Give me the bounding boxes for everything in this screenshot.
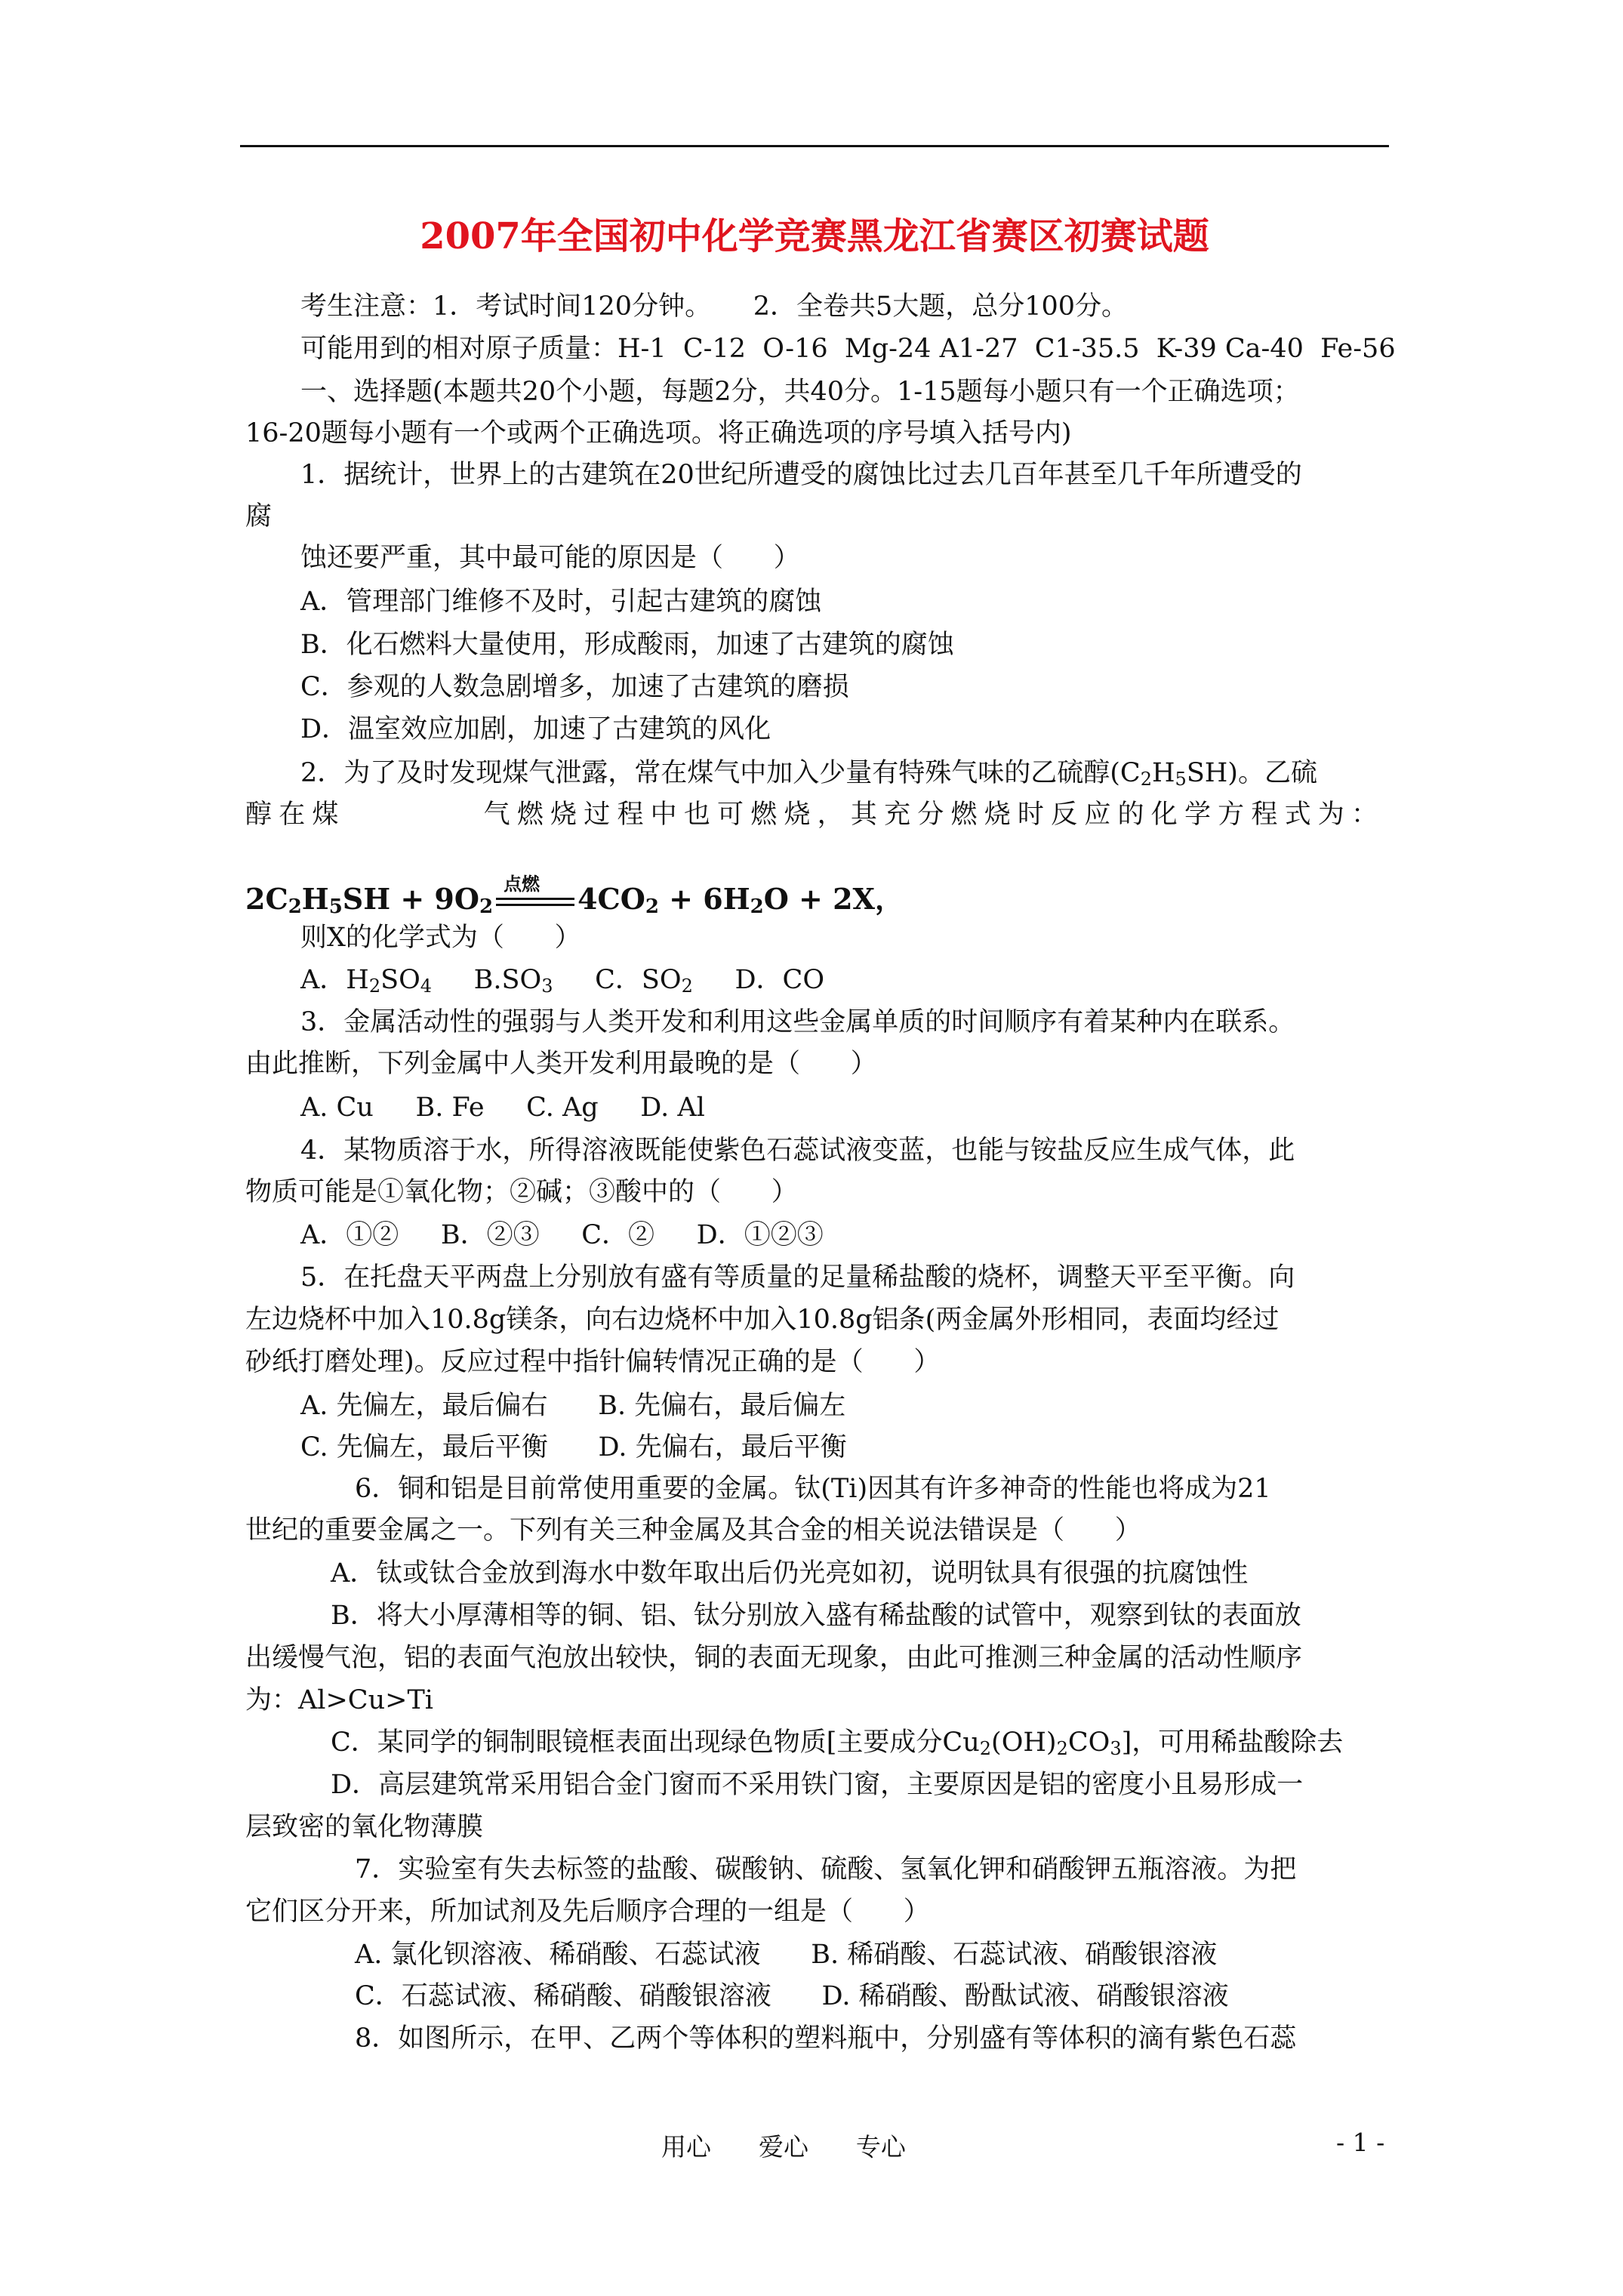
q7-stem-line1: 7．实验室有失去标签的盐酸、碳酸钠、硫酸、氢氧化钾和硝酸钾五瓶溶液。为把	[355, 1854, 1297, 1885]
q5-stem-line1: 5．在托盘天平两盘上分别放有盛有等质量的足量稀盐酸的烧杯，调整天平至平衡。向	[300, 1262, 1295, 1293]
q5-stem-line2: 左边烧杯中加入10.8g镁条，向右边烧杯中加入10.8g铝条(两金属外形相同，表面均经过	[245, 1305, 1280, 1335]
q1-option-d: D．温室效应加剧，加速了古建筑的风化	[300, 714, 771, 744]
q2-stem-line2: 醇在煤 气燃烧过程中也可燃烧，其充分燃烧时反应的化学方程式为：	[245, 800, 1378, 830]
chemical-equation: $2C_2H_5SH + 9O_2$ 点燃 $4CO_2 + 6H_2O + 2X$，	[245, 876, 904, 917]
page-title: 2007年全国初中化学竞赛黑龙江省赛区初赛试题	[420, 215, 1209, 257]
q6-option-a: A．钛或钛合金放到海水中数年取出后仍光亮如初，说明钛具有很强的抗腐蚀性	[331, 1558, 1249, 1589]
q1-option-b: B．化石燃料大量使用，形成酸雨，加速了古建筑的腐蚀	[300, 630, 954, 660]
q6-option-c: C．某同学的铜制眼镜框表面出现绿色物质[主要成分$Cu_2(OH)_2CO_3$]，可用稀盐酸除去	[331, 1727, 1344, 1759]
q6-option-b-line1: B．将大小厚薄相等的铜、铝、钛分别放入盛有稀盐酸的试管中，观察到钛的表面放	[331, 1601, 1301, 1631]
q6-stem-line1: 6．铜和铝是目前常使用重要的金属。钛(Ti)因其有许多神奇的性能也将成为21	[355, 1474, 1271, 1504]
q5-options-cd: C. 先偏左，最后平衡 D. 先偏右，最后平衡	[300, 1432, 847, 1462]
q2-stem-line1: 2．为了及时发现煤气泄露，常在煤气中加入少量有特殊气味的乙硫醇$(C_2H_5SH)$。乙硫	[300, 758, 1317, 790]
q6-option-d-line1: D．高层建筑常采用铝合金门窗而不采用铁门窗，主要原因是铝的密度小且易形成一	[331, 1770, 1304, 1800]
q7-stem-line2: 它们区分开来，所加试剂及先后顺序合理的一组是（ ）	[245, 1897, 930, 1927]
q3-stem-line2: 由此推断，下列金属中人类开发利用最晚的是（ ）	[245, 1049, 877, 1079]
q5-options-ab: A. 先偏左，最后偏右 B. 先偏右，最后偏左	[300, 1391, 846, 1421]
q1-option-a: A．管理部门维修不及时，引起古建筑的腐蚀	[300, 587, 822, 617]
q1-stem-line1: 1．据统计，世界上的古建筑在20世纪所遭受的腐蚀比过去几百年甚至几千年所遭受的	[300, 460, 1302, 490]
reaction-arrow	[493, 872, 577, 917]
q1-option-c: C．参观的人数急剧增多，加速了古建筑的磨损	[300, 672, 849, 702]
section-heading-line2: 16-20题每小题有一个或两个正确选项。将正确选项的序号填入括号内)	[245, 418, 1072, 448]
q6-option-b-line3: 为：Al>Cu>Ti	[245, 1685, 433, 1715]
q8-stem-line1: 8．如图所示，在甲、乙两个等体积的塑料瓶中，分别盛有等体积的滴有紫色石蕊	[355, 2023, 1297, 2054]
q6-option-d-line2: 层致密的氧化物薄膜	[245, 1812, 484, 1842]
q6-option-b-line2: 出缓慢气泡，铝的表面气泡放出较快，铜的表面无现象，由此可推测三种金属的活动性顺序	[245, 1643, 1303, 1673]
q2-ask: 则X的化学式为（ ）	[300, 923, 581, 953]
exam-notice: 考生注意：1．考试时间120分钟。 2．全卷共5大题，总分100分。	[300, 291, 1129, 322]
q3-options: A. Cu B. Fe C. Ag D. Al	[300, 1093, 705, 1123]
q3-stem-line1: 3．金属活动性的强弱与人类开发和利用这些金属单质的时间顺序有着某种内在联系。	[300, 1007, 1295, 1037]
atomic-masses: 可能用到的相对原子质量：H-1 C-12 O-16 Mg-24 A1-27 C1-35.5 K-39 Ca-40 Fe-56	[300, 334, 1396, 364]
q1-stem-line3: 蚀还要严重，其中最可能的原因是（ ）	[300, 543, 800, 573]
q4-stem-line2: 物质可能是①氧化物；②碱；③酸中的（ ）	[245, 1177, 798, 1207]
q7-options-ab: A. 氯化钡溶液、稀硝酸、石蕊试液 B. 稀硝酸、石蕊试液、硝酸银溶液	[355, 1940, 1218, 1970]
section-heading-line1: 一、选择题(本题共20个小题，每题2分，共40分。1-15题每小题只有一个正确选项；	[300, 377, 1300, 407]
q5-stem-line3: 砂纸打磨处理)。反应过程中指针偏转情况正确的是（ ）	[245, 1347, 941, 1377]
q4-options: A．①② B．②③ C．② D．①②③	[300, 1220, 824, 1250]
q7-options-cd: C．石蕊试液、稀硝酸、硝酸银溶液 D. 稀硝酸、酚酞试液、硝酸银溶液	[355, 1981, 1229, 2011]
q1-stem-line2: 腐	[245, 501, 273, 532]
page-number: - 1 -	[1336, 2128, 1385, 2157]
reaction-condition: 点燃	[504, 872, 540, 895]
q6-stem-line2: 世纪的重要金属之一。下列有关三种金属及其合金的相关说法错误是（ ）	[245, 1515, 1141, 1546]
header-rule	[240, 145, 1389, 147]
q2-options: A．$H_2SO_4$ $B.SO_3$ C．$SO_2$ D．CO	[300, 965, 825, 997]
q4-stem-line1: 4．某物质溶于水，所得溶液既能使紫色石蕊试液变蓝，也能与铵盐反应生成气体，此	[300, 1136, 1295, 1166]
footer-motto: 用心 爱心 专心	[661, 2132, 906, 2162]
